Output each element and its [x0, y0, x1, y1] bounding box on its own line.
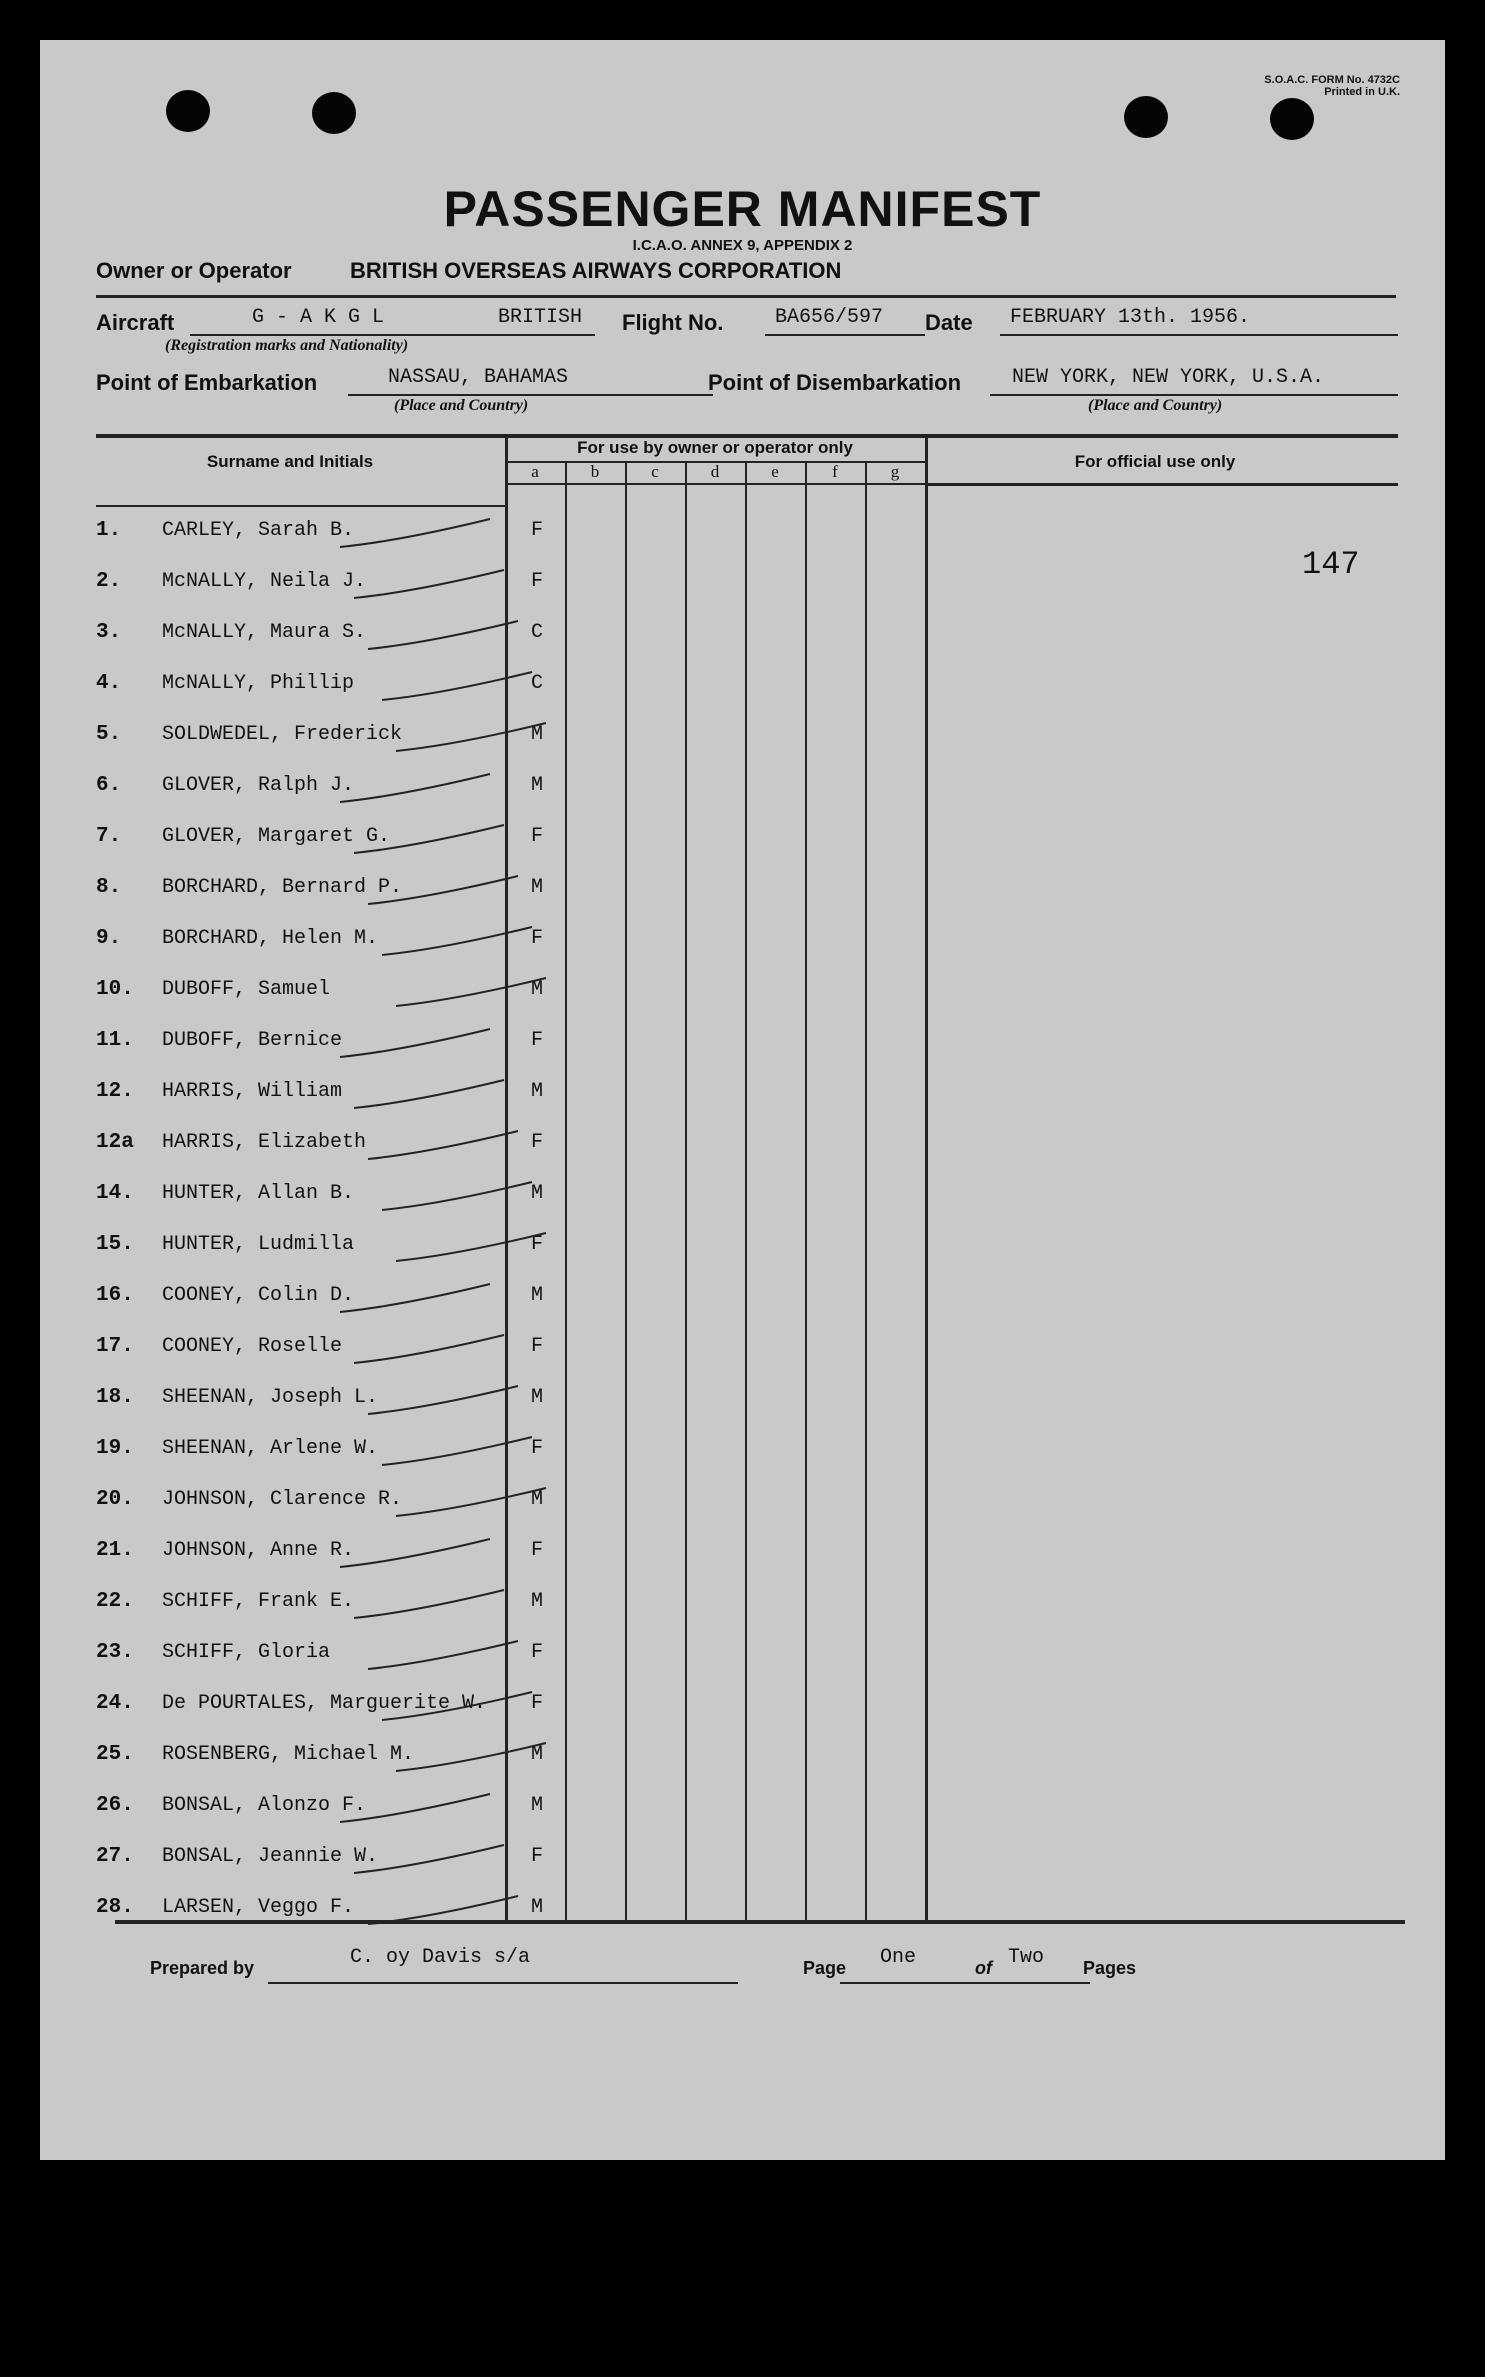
- check-stroke: [340, 774, 490, 802]
- check-stroke: [382, 1437, 532, 1465]
- owner-value: BRITISH OVERSEAS AIRWAYS CORPORATION: [350, 258, 842, 283]
- passenger-code: F: [530, 1692, 543, 1715]
- passenger-name: HARRIS, Elizabeth: [162, 1131, 367, 1154]
- date-label: Date: [925, 310, 973, 335]
- passenger-code: M: [530, 1590, 543, 1613]
- passenger-name: BONSAL, Jeannie W.: [162, 1845, 379, 1868]
- check-stroke: [340, 1029, 490, 1057]
- check-stroke: [396, 978, 546, 1006]
- passenger-name: SCHIFF, Gloria: [162, 1641, 331, 1664]
- passenger-code: F: [530, 519, 543, 542]
- page-underline: [840, 1982, 1090, 1984]
- passenger-code: F: [530, 825, 543, 848]
- row-number: 2.: [96, 570, 122, 593]
- passenger-name: GLOVER, Ralph J.: [162, 774, 355, 797]
- row-number: 10.: [96, 978, 134, 1001]
- check-stroke: [340, 1284, 490, 1312]
- passenger-code: F: [530, 570, 543, 593]
- passenger-code: F: [530, 1641, 543, 1664]
- page-label: Page: [803, 1958, 847, 1978]
- row-number: 8.: [96, 876, 122, 899]
- row-number: 5.: [96, 723, 122, 746]
- owner-label: Owner or Operator: [96, 258, 292, 283]
- passenger-code: M: [530, 1386, 543, 1409]
- row-number: 4.: [96, 672, 122, 695]
- passenger-code: M: [530, 1896, 543, 1919]
- passenger-code: M: [530, 1794, 543, 1817]
- passenger-name: McNALLY, Maura S.: [162, 621, 367, 644]
- passenger-code: F: [530, 1233, 543, 1256]
- form-number: S.O.A.C. FORM No. 4732C: [1264, 74, 1400, 86]
- check-stroke: [382, 1692, 532, 1720]
- column-letter-f: f: [832, 462, 838, 481]
- passenger-name: HUNTER, Ludmilla: [162, 1233, 355, 1256]
- check-stroke: [368, 621, 518, 649]
- row-number: 26.: [96, 1794, 134, 1817]
- passenger-name: DUBOFF, Samuel: [162, 978, 331, 1001]
- check-stroke: [354, 1590, 504, 1618]
- check-stroke: [368, 1131, 518, 1159]
- check-stroke: [382, 672, 532, 700]
- passenger-name: De POURTALES, Marguerite W.: [162, 1692, 487, 1715]
- passenger-name: BONSAL, Alonzo F.: [162, 1794, 367, 1817]
- check-stroke: [354, 1845, 504, 1873]
- official-header: For official use only: [1074, 452, 1236, 471]
- passenger-code: M: [530, 774, 543, 797]
- row-number: 18.: [96, 1386, 134, 1409]
- row-number: 27.: [96, 1845, 134, 1868]
- passenger-name: JOHNSON, Clarence R.: [162, 1488, 403, 1511]
- row-number: 17.: [96, 1335, 134, 1358]
- passenger-code: C: [530, 672, 543, 695]
- check-stroke: [340, 519, 490, 547]
- check-stroke: [396, 1743, 546, 1771]
- row-number: 25.: [96, 1743, 134, 1766]
- check-stroke: [354, 825, 504, 853]
- prepared-value: C. oy Davis s/a: [350, 1946, 531, 1969]
- passenger-code: F: [530, 1437, 543, 1460]
- row-number: 7.: [96, 825, 122, 848]
- passenger-name: COONEY, Roselle: [162, 1335, 343, 1358]
- bottom-rule: [115, 1920, 1405, 1924]
- prepared-label: Prepared by: [150, 1958, 255, 1978]
- row-number: 28.: [96, 1896, 134, 1919]
- check-stroke: [368, 1641, 518, 1669]
- passenger-name: HARRIS, William: [162, 1080, 343, 1103]
- passenger-name: SHEENAN, Arlene W.: [162, 1437, 379, 1460]
- row-number: 12a: [96, 1131, 134, 1154]
- passenger-code: M: [530, 1080, 543, 1103]
- column-letter-b: b: [590, 462, 600, 481]
- passenger-code: M: [530, 1284, 543, 1307]
- row-number: 19.: [96, 1437, 134, 1460]
- row-number: 1.: [96, 519, 122, 542]
- column-letter-a: a: [531, 462, 539, 481]
- embarkation-value: NASSAU, BAHAMAS: [388, 366, 569, 389]
- check-stroke: [396, 1488, 546, 1516]
- passenger-code: F: [530, 1029, 543, 1052]
- passenger-code: M: [530, 1182, 543, 1205]
- disembarkation-caption: (Place and Country): [1088, 397, 1223, 414]
- row-number: 9.: [96, 927, 122, 950]
- passenger-name: BORCHARD, Helen M.: [162, 927, 379, 950]
- passenger-code: F: [530, 927, 543, 950]
- column-letter-d: d: [710, 462, 720, 481]
- passenger-code: F: [530, 1335, 543, 1358]
- passenger-code: M: [530, 723, 543, 746]
- check-stroke: [382, 927, 532, 955]
- row-number: 22.: [96, 1590, 134, 1613]
- date-value: FEBRUARY 13th. 1956.: [1010, 306, 1251, 329]
- of-label: of: [975, 1958, 992, 1978]
- row-number: 23.: [96, 1641, 134, 1664]
- passenger-name: ROSENBERG, Michael M.: [162, 1743, 415, 1766]
- row-number: 3.: [96, 621, 122, 644]
- form-printed: Printed in U.K.: [1324, 86, 1400, 98]
- row-number: 12.: [96, 1080, 134, 1103]
- passenger-code: M: [530, 1488, 543, 1511]
- passenger-name: BORCHARD, Bernard P.: [162, 876, 403, 899]
- row-number: 24.: [96, 1692, 134, 1715]
- passenger-name: JOHNSON, Anne R.: [162, 1539, 355, 1562]
- row-number: 14.: [96, 1182, 134, 1205]
- aircraft-caption: (Registration marks and Nationality): [165, 337, 409, 354]
- row-number: 20.: [96, 1488, 134, 1511]
- aircraft-value: G - A K G L: [252, 306, 385, 329]
- check-stroke: [396, 723, 546, 751]
- check-stroke: [396, 1233, 546, 1261]
- passenger-code: M: [530, 1743, 543, 1766]
- row-number: 16.: [96, 1284, 134, 1307]
- check-stroke: [340, 1539, 490, 1567]
- aircraft-label: Aircraft: [96, 310, 175, 335]
- flight-value: BA656/597: [775, 306, 884, 329]
- embarkation-label: Point of Embarkation: [96, 370, 318, 395]
- column-letter-c: c: [651, 462, 659, 481]
- passenger-name: DUBOFF, Bernice: [162, 1029, 343, 1052]
- check-stroke: [368, 876, 518, 904]
- passenger-code: C: [530, 621, 543, 644]
- passenger-name: McNALLY, Neila J.: [162, 570, 367, 593]
- passenger-name: HUNTER, Allan B.: [162, 1182, 355, 1205]
- surname-header: Surname and Initials: [206, 452, 374, 471]
- column-letter-g: g: [890, 462, 900, 481]
- passenger-name: SOLDWEDEL, Frederick: [162, 723, 403, 746]
- row-number: 11.: [96, 1029, 134, 1052]
- page-value: One: [880, 1946, 917, 1969]
- passenger-code: M: [530, 978, 543, 1001]
- passenger-code: M: [530, 876, 543, 899]
- passenger-name: McNALLY, Phillip: [162, 672, 355, 695]
- passenger-name: SHEENAN, Joseph L.: [162, 1386, 379, 1409]
- embarkation-caption: (Place and Country): [394, 397, 529, 414]
- passenger-code: F: [530, 1845, 543, 1868]
- passenger-name: CARLEY, Sarah B.: [162, 519, 355, 542]
- check-stroke: [354, 1080, 504, 1108]
- disembarkation-value: NEW YORK, NEW YORK, U.S.A.: [1012, 366, 1325, 389]
- flight-label: Flight No.: [622, 310, 724, 335]
- owner-use-header: For use by owner or operator only: [577, 438, 853, 457]
- check-stroke: [368, 1386, 518, 1414]
- prepared-underline: [268, 1982, 738, 1984]
- check-stroke: [340, 1794, 490, 1822]
- passenger-name: LARSEN, Veggo F.: [162, 1896, 355, 1919]
- page-title: PASSENGER MANIFEST: [443, 181, 1042, 237]
- passenger-name: COONEY, Colin D.: [162, 1284, 355, 1307]
- pen-strokes: [40, 40, 1445, 2160]
- manifest-sheet: [40, 40, 1445, 2160]
- row-number: 15.: [96, 1233, 134, 1256]
- passenger-name: GLOVER, Margaret G.: [162, 825, 391, 848]
- row-number: 6.: [96, 774, 122, 797]
- official-note: 147: [1302, 546, 1360, 583]
- aircraft-nationality: BRITISH: [498, 306, 583, 329]
- total-value: Two: [1008, 1946, 1045, 1969]
- column-letter-e: e: [771, 462, 779, 481]
- check-stroke: [354, 1335, 504, 1363]
- passenger-code: F: [530, 1131, 543, 1154]
- passenger-name: SCHIFF, Frank E.: [162, 1590, 355, 1613]
- page-subtitle: I.C.A.O. ANNEX 9, APPENDIX 2: [632, 237, 853, 254]
- check-stroke: [382, 1182, 532, 1210]
- row-number: 21.: [96, 1539, 134, 1562]
- disembarkation-label: Point of Disembarkation: [708, 370, 962, 395]
- check-stroke: [354, 570, 504, 598]
- passenger-code: F: [530, 1539, 543, 1562]
- pages-label: Pages: [1083, 1958, 1137, 1978]
